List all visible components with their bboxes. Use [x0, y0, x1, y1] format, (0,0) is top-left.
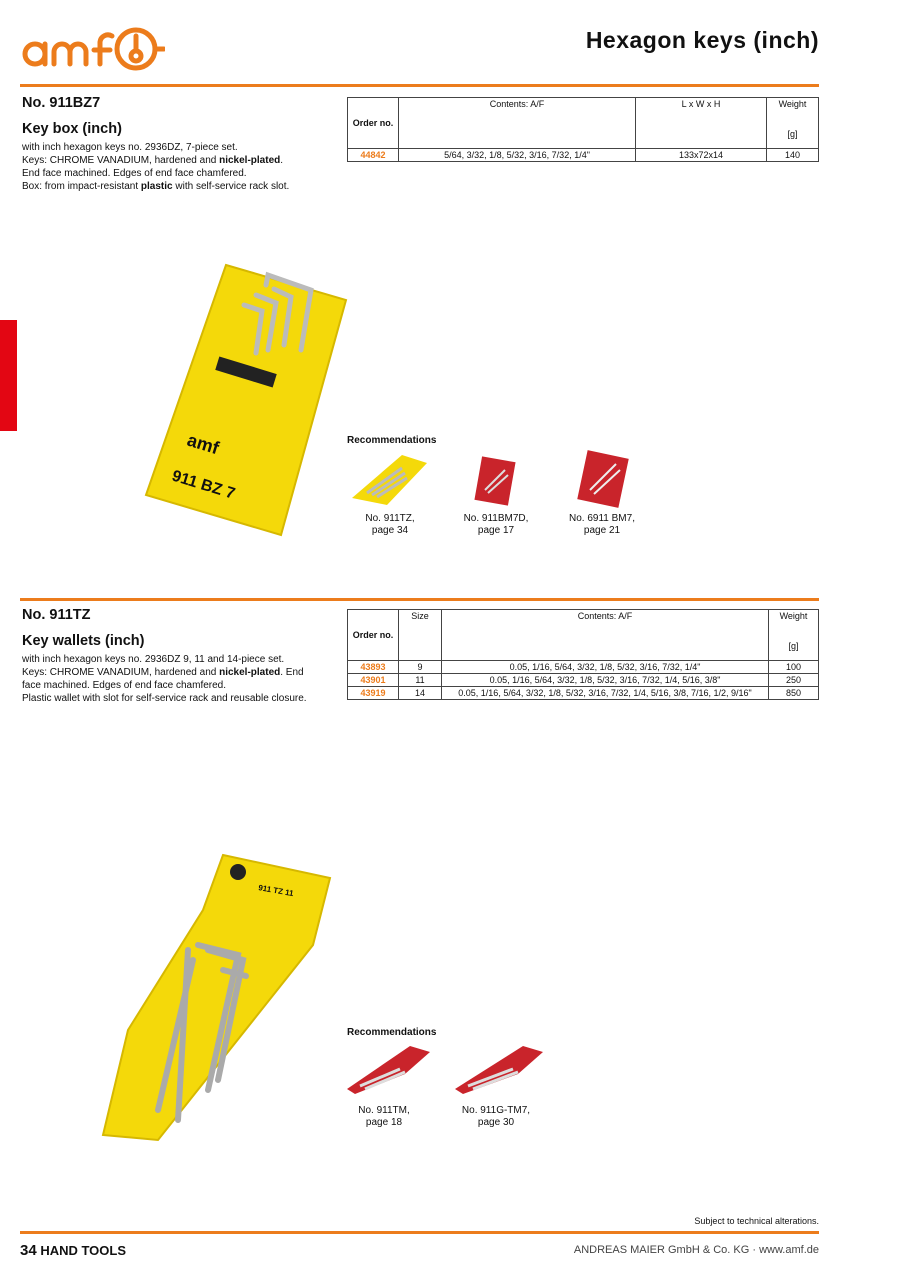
recommendation-caption: No. 911BM7D, page 17: [463, 513, 529, 536]
footer-note: Subject to technical alterations.: [694, 1216, 819, 1226]
col-weight: Weight [g]: [769, 610, 819, 661]
product-number: No. 911TZ: [22, 607, 91, 623]
header-rule: [20, 84, 819, 87]
section-name: HAND TOOLS: [40, 1243, 127, 1258]
recommendation-caption: No. 6911 BM7, page 21: [569, 513, 635, 536]
product-number: No. 911BZ7: [22, 95, 101, 111]
page-title: Hexagon keys (inch): [585, 27, 819, 53]
recommendation-caption: No. 911TM, page 18: [358, 1105, 410, 1128]
recommendation-image-911bm7d: [470, 455, 520, 507]
col-order-no: Order no.: [348, 610, 399, 661]
col-size: Size: [399, 610, 442, 661]
recommendations-title: Recommendations: [347, 435, 437, 446]
recommendation-image-911tz: [347, 453, 432, 508]
wallet-label: 911 TZ 11: [257, 883, 295, 899]
recommendation-image-911g-tm7: [453, 1044, 545, 1100]
recommendation-image-911tm: [345, 1044, 433, 1100]
product-description: with inch hexagon keys no. 2936DZ 9, 11 and 14-piece set. Keys: CHROME VANADIUM, hardened and nickel-plated. End face machined. Edges of end face chamfered. Plastic wallet with slot for self-service rack and reusable closure.: [22, 654, 307, 704]
spec-table-911bz7: [347, 97, 819, 162]
product-name: Key wallets (inch): [22, 633, 145, 649]
table-row: 44842 5/64, 3/32, 1/8, 5/32, 3/16, 7/32, 1/4" 133x72x14 140: [348, 149, 819, 162]
section-rule: [20, 598, 819, 601]
footer-section: [20, 1242, 126, 1259]
spec-table-911tz: [347, 609, 819, 700]
chapter-tab: [0, 320, 17, 431]
company-info: ANDREAS MAIER GmbH & Co. KG · www.amf.de: [573, 1244, 819, 1256]
key-box-image: [116, 245, 386, 540]
recommendations-title: Recommendations: [347, 1027, 437, 1038]
table-row: 43919 14 0.05, 1/16, 5/64, 3/32, 1/8, 5/32, 3/16, 7/32, 1/4, 5/16, 3/8, 7/16, 1/2, 9/16" 850: [348, 687, 819, 700]
recommendation-caption: No. 911TZ, page 34: [365, 513, 415, 536]
table-row: 43893 9 0.05, 1/16, 5/64, 3/32, 1/8, 5/32, 3/16, 7/32, 1/4" 100: [348, 661, 819, 674]
key-wallet-image: [98, 850, 338, 1150]
box-label: 911 BZ 7: [169, 467, 237, 503]
svg-text:amf: amf: [184, 429, 222, 459]
col-contents: Contents: A/F: [399, 98, 636, 149]
page-number: 34: [20, 1242, 37, 1259]
product-description: with inch hexagon keys no. 2936DZ, 7-piece set. Keys: CHROME VANADIUM, hardened and nickel-plated. End face machined. Edges of end face chamfered. Box: from impact-resistant plastic with self-service rack slot.: [22, 142, 290, 192]
col-dims: L x W x H: [636, 98, 767, 149]
product-name: Key box (inch): [22, 121, 122, 137]
col-contents: Contents: A/F: [442, 610, 769, 661]
amf-logo: [20, 26, 165, 72]
table-row: 43901 11 0.05, 1/16, 5/64, 3/32, 1/8, 5/32, 3/16, 7/32, 1/4, 5/16, 3/8" 250: [348, 674, 819, 687]
recommendation-caption: No. 911G-TM7, page 30: [461, 1105, 531, 1128]
footer-rule: [20, 1231, 819, 1234]
col-weight: Weight [g]: [767, 98, 819, 149]
recommendation-image-6911bm7: [572, 450, 634, 508]
col-order-no: Order no.: [348, 98, 399, 149]
